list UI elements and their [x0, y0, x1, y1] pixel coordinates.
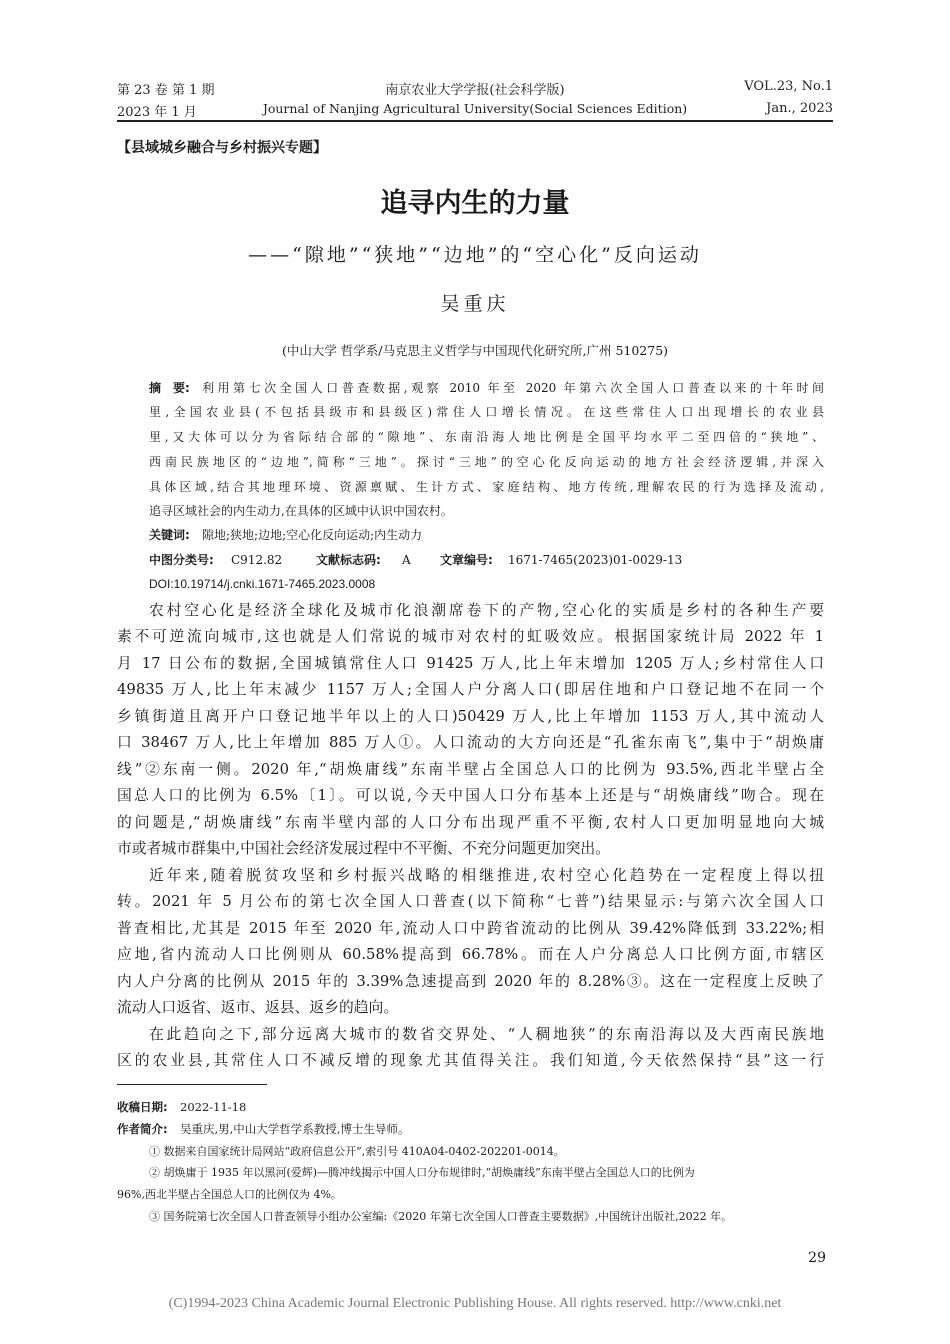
abstract-label: 摘 要:: [149, 381, 190, 395]
article-author: 吴重庆: [440, 293, 510, 315]
body-line: 国总人口的比例为 6.5%〔1〕。可以说,今天中国人口分布基本上还是与“胡焕庸线”吻合。现在: [117, 787, 824, 804]
clc-value: C912.82: [231, 553, 283, 567]
author-bio: 吴重庆,男,中山大学哲学系教授,博士生导师。: [180, 1122, 410, 1136]
body-line: 49835 万人,比上年末减少 1157 万人;全国人户分离人口(即居住地和户口登记地不在同一个: [117, 681, 824, 698]
article-subtitle: ——“隙地”“狭地”“边地”的“空心化”反向运动: [248, 244, 702, 266]
copyright-watermark: (C)1994-2023 China Academic Journal Electronic Publishing House. All rights reserved. http://www.cnki.net: [168, 1296, 782, 1311]
body-line: 转。2021 年 5 月公布的第七次全国人口普查(以下简称“七普”)结果显示:与第六次全国人口: [117, 893, 824, 910]
body-line: 农村空心化是经济全球化及城市化浪潮席卷下的产物,空心化的实质是乡村的各种生产要: [149, 602, 824, 619]
body-line: 近年来,随着脱贫攻坚和乡村振兴战略的相继推进,农村空心化趋势在一定程度上得以扭: [149, 867, 824, 884]
footnote-1: ① 数据来自国家统计局网站“政府信息公开”,索引号 410A04-0402-202201-0014。: [149, 1145, 565, 1158]
abstract-line: 西南民族地区的“边地”,简称“三地”。探讨“三地”的空心化反向运动的地方社会经济逻辑,并深入: [149, 455, 824, 469]
body-line: 素不可逆流向城市,这也就是人们常说的城市对农村的虹吸效应。根据国家统计局 2022 年 1: [117, 628, 824, 645]
body-line: 线”②东南一侧。2020 年,“胡焕庸线”东南半壁占全国总人口的比例为 93.5%,西北半壁占全: [117, 761, 824, 778]
header-date: 2023 年 1 月: [117, 105, 197, 120]
footnote-3: ③ 国务院第七次全国人口普查领导小组办公室编:《2020 年第七次全国人口普查主要数据》,中国统计出版社,2022 年。: [149, 1210, 733, 1223]
body-line: 内人户分离的比例从 2015 年的 3.39%急速提高到 2020 年的 8.28%③。这在一定程度上反映了: [117, 973, 824, 990]
footnote-rule: [117, 1084, 267, 1085]
page-number: 29: [808, 1250, 826, 1266]
abstract-line: 利用第七次全国人口普查数据,观察 2010 年至 2020 年第六次全国人口普查以来的十年时间: [202, 381, 824, 395]
body-line: 乡镇街道且离开户口登记地半年以上的人口)50429 万人,比上年增加 1153 万人,其中流动人: [117, 708, 824, 725]
abstract-line: 里,又大体可以分为省际结合部的“隙地”、东南沿海人地比例是全国平均水平二至四倍的“狭地”、: [149, 430, 824, 444]
body-line: 区的农业县,其常住人口不减反增的现象尤其值得关注。我们知道,今天依然保持“县”这一行: [117, 1052, 824, 1069]
footnote-2-cont: 96%,西北半壁占全国总人口的比例仅为 4%。: [117, 1188, 342, 1201]
footnote-2: ② 胡焕庸于 1935 年以黑河(爱辉)—腾冲线揭示中国人口分布规律时,“胡焕庸线”东南半壁占全国总人口的比例为: [149, 1166, 695, 1179]
body-line: 流动人口返省、返市、返县、返乡的趋向。: [117, 999, 399, 1016]
header-vol-en: VOL.23, No.1: [744, 79, 833, 94]
body-line: 市或者城市群集中,中国社会经济发展过程中不平衡、不充分问题更加突出。: [117, 840, 611, 857]
abstract-line: 具体区域,结合其地理环境、资源禀赋、生计方式、家庭结构、地方传统,理解农民的行为选择及流动,: [149, 480, 824, 494]
abstract-line: 里,全国农业县(不包括县级市和县级区)常住人口增长情况。在这些常住人口出现增长的农业县: [149, 405, 824, 419]
body-line: 应地,省内流动人口比例则从 60.58%提高到 66.78%。而在人户分离总人口比例方面,市辖区: [117, 946, 824, 963]
article-number-value: 1671-7465(2023)01-0029-13: [508, 553, 683, 567]
author-affiliation: (中山大学 哲学系/马克思主义哲学与中国现代化研究所,广州 510275): [281, 343, 669, 358]
keywords-label: 关键词:: [149, 528, 190, 542]
author-bio-label: 作者简介:: [117, 1122, 168, 1136]
column-tag: 【县域城乡融合与乡村振兴专题】: [117, 140, 327, 156]
body-line: 的问题是,“胡焕庸线”东南半壁内部的人口分布出现严重不平衡,农村人口更加明显地向大城: [117, 814, 824, 831]
body-line: 在此趋向之下,部分远离大城市的数省交界处、“人稠地狭”的东南沿海以及大西南民族地: [149, 1026, 824, 1043]
body-line: 普查相比,尤其是 2015 年至 2020 年,流动人口中跨省流动的比例从 39.42%降低到 33.22%;相: [117, 920, 824, 937]
received-label: 收稿日期:: [117, 1100, 168, 1114]
article-number-label: 文章编号:: [440, 553, 493, 567]
header-date-en: Jan., 2023: [766, 101, 833, 116]
body-line: 口 38467 万人,比上年增加 885 万人①。人口流动的大方向还是“孔雀东南飞”,集中于“胡焕庸: [117, 734, 824, 751]
abstract-line: 追寻区域社会的内生动力,在具体的区域中认识中国农村。: [149, 504, 453, 518]
body-line: 月 17 日公布的数据,全国城镇常住人口 91425 万人,比上年末增加 1205 万人;乡村常住人口: [117, 655, 824, 672]
header-journal-en: Journal of Nanjing Agricultural University(Social Sciences Edition): [262, 101, 688, 116]
doc-code-value: A: [402, 553, 411, 567]
keywords-text: 隙地;狭地;边地;空心化反向运动;内生动力: [202, 528, 423, 542]
header-volume-issue: 第 23 卷 第 1 期: [117, 83, 215, 98]
doi: DOI:10.19714/j.cnki.1671-7465.2023.0008: [149, 577, 376, 591]
header-journal-cn: 南京农业大学学报(社会科学版): [385, 83, 565, 98]
article-title: 追寻内生的力量: [380, 188, 570, 219]
clc-label: 中图分类号:: [149, 553, 214, 567]
doc-code-label: 文献标志码:: [316, 553, 381, 567]
received-date: 2022-11-18: [180, 1100, 247, 1114]
header-rule: [117, 120, 833, 122]
